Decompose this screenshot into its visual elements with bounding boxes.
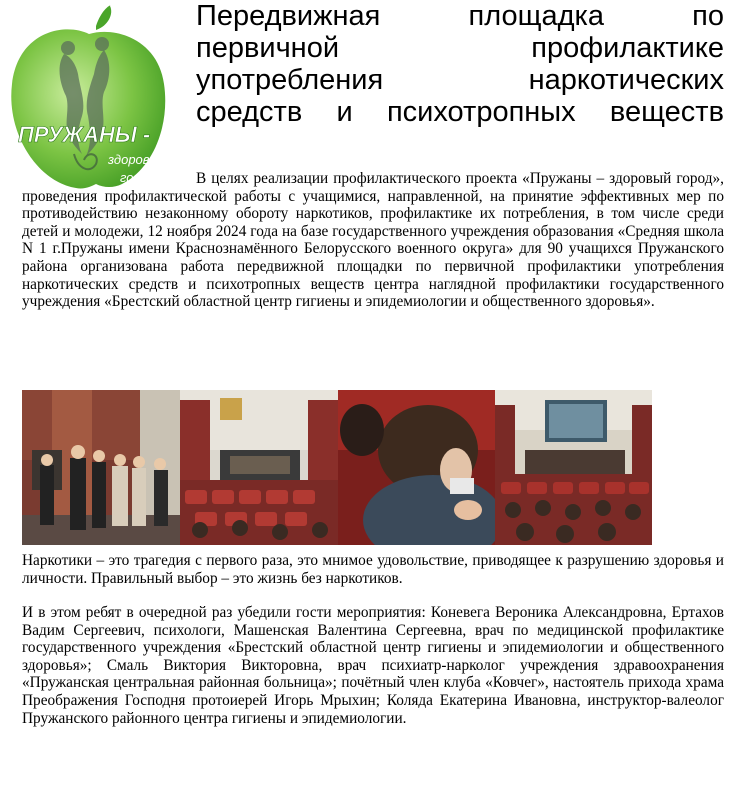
presentation-screen-photo: [495, 390, 652, 545]
guests-paragraph: И в этом ребят в очередной раз убедили гости мероприятия: Коневега Вероника Александровна, Ертахов Вадим Сергеевич, психологи, Машенская Валентина Сергеевна, врач по медицинской профилактике государственного учреждения «Брестский областной центр гигиены и эпидемиологии и общественного здоровья»; Смаль Виктория Викторовна, врач психиатр-нарколог учреждения здравоохранения «Пружанская центральная районная больница»; почётный член клуба «Ковчег», настоятель прихода храма Преображения Господня протоиерей Игорь Мрыхин; Коляда Екатерина Ивановна, инструктор-валеолог Пружанского районного центра гигиены и эпидемиологии.: [22, 604, 724, 727]
intro-paragraph: В целях реализации профилактического проекта «Пружаны – здоровый город», проведения профилактической работы с учащимися, направленной, на принятие эффективных мер по противодействию незаконному обороту наркотиков, профилактике их потребления, в том числе среди детей и молодежи, 12 ноября 2024 года на базе государственного учреждения образования «Средняя школа N 1 г.Пружаны имени Краснознамённого Белорусского военного округа» для 90 учащихся Пружанского района организована работа передвижной площадки по первичной профилактики употребления наркотических средств и психотропных веществ центра наглядной профилактики государственного учреждения «Брестский областной центр гигиены и эпидемиологии и общественного здоровья».: [22, 170, 724, 311]
title-line-1: Передвижная площадка по: [196, 0, 724, 32]
photo-strip: [22, 390, 652, 545]
page-title: [196, 0, 724, 128]
title-line-3: употребления наркотических: [196, 64, 724, 96]
pruzhany-healthy-city-logo: [4, 4, 174, 194]
photo-caption: Наркотики – это трагедия с первого раза, это мнимое удовольствие, приводящее к разрушению здоровья и личности. Правильный выбор – это жизнь без наркотиков.: [22, 552, 724, 587]
svg-text:ПРУЖАНЫ -: ПРУЖАНЫ -: [18, 122, 151, 147]
title-line-2: первичной профилактике: [196, 32, 724, 64]
svg-text:здоровый: здоровый: [108, 152, 167, 167]
group-photo: [22, 390, 180, 545]
student-closeup-photo: [338, 390, 495, 545]
hall-stage-photo: [180, 390, 338, 545]
title-line-4: средств и психотропных веществ: [196, 96, 724, 128]
svg-text:город!: город!: [120, 170, 159, 185]
